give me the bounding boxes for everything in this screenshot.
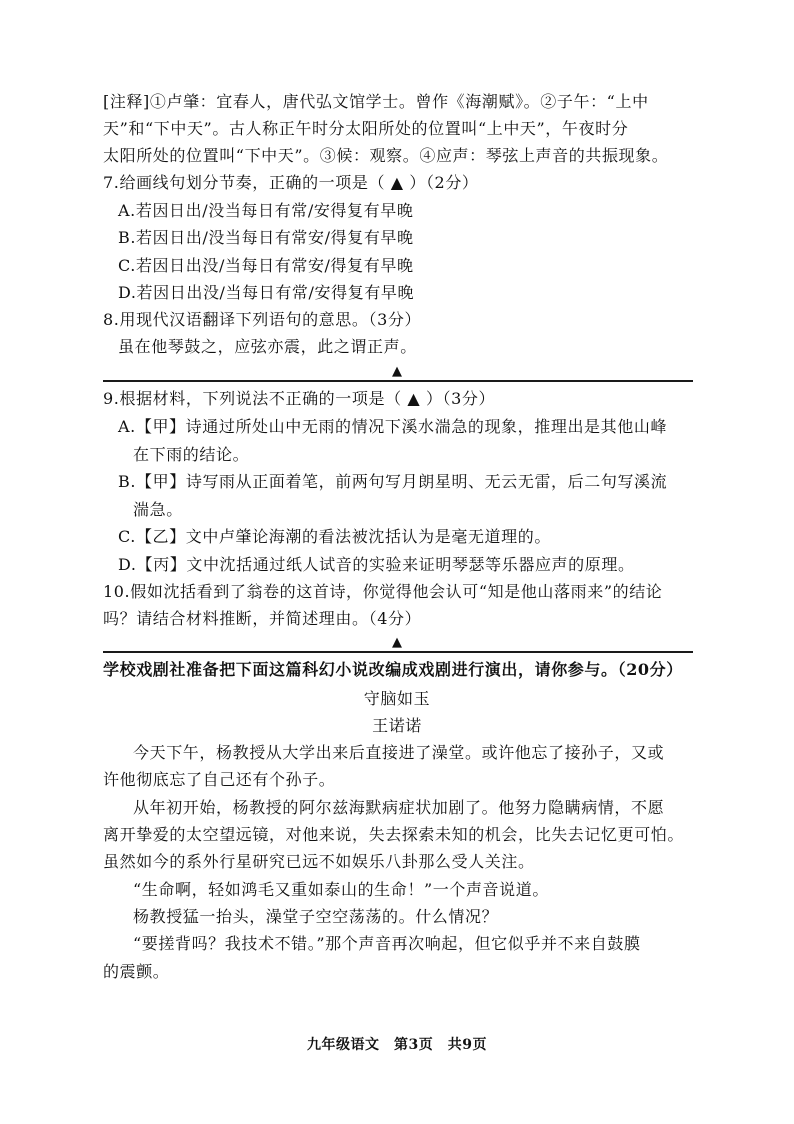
section-intro: 学校戏剧社准备把下面这篇科幻小说改编成戏剧进行演出，请你参与。（20分） <box>103 660 683 679</box>
story-paragraph-2-line-1: 从年初开始，杨教授的阿尔兹海默病症状加剧了。他努力隐瞒病情，不愿 <box>133 798 665 817</box>
answer-line-q8 <box>103 380 693 382</box>
answer-line-q10 <box>103 651 693 653</box>
question-10-line-1: 10.假如沈括看到了翁卷的这首诗，你觉得他会认可“知是他山落雨来”的结论 <box>103 582 663 601</box>
story-paragraph-4: 杨教授猛一抬头，澡堂子空空荡荡的。什么情况？ <box>133 907 499 926</box>
notes-line-2: 天”和“下中天”。古人称正午时分太阳所处的位置叫“上中天”，午夜时分 <box>103 119 629 138</box>
question-9-option-a-line-2: 在下雨的结论。 <box>133 445 250 464</box>
question-9-option-c: C.【乙】文中卢肇论海潮的看法被沈括认为是毫无道理的。 <box>118 527 551 546</box>
question-7-stem: 7.给画线句划分节奏，正确的一项是（ ▲ ）（2分） <box>103 173 479 192</box>
story-paragraph-5-line-1: “要搓背吗？我技术不错。”那个声音再次响起，但它似乎并不来自鼓膜 <box>133 934 641 953</box>
story-paragraph-3: “生命啊，轻如鸿毛又重如泰山的生命！”一个声音说道。 <box>133 880 549 899</box>
question-9-option-a-line-1: A.【甲】诗通过所处山中无雨的情况下溪水湍急的现象，推理出是其他山峰 <box>118 417 668 436</box>
page-footer: 九年级语文 第3页 共9页 <box>307 1037 487 1053</box>
question-7-option-d: D.若因日出没/当每日有常/安得复有早晚 <box>118 283 415 302</box>
question-8-sentence: 虽在他琴鼓之，应弦亦震，此之谓正声。 <box>118 337 417 356</box>
question-9-option-b-line-1: B.【甲】诗写雨从正面着笔，前两句写月朗星明、无云无雷，后二句写溪流 <box>118 472 668 491</box>
story-author: 王诺诺 <box>372 716 422 735</box>
story-paragraph-2-line-2: 离开挚爱的太空望远镜，对他来说，失去探索未知的机会，比失去记忆更可怕。 <box>103 825 685 844</box>
question-9-option-d: D.【丙】文中沈括通过纸人试音的实验来证明琴瑟等乐器应声的原理。 <box>118 555 635 574</box>
notes-line-3: 太阳所处的位置叫“下中天”。③候：观察。④应声：琴弦上声音的共振现象。 <box>103 146 669 165</box>
story-paragraph-5-line-2: 的震颤。 <box>103 962 170 981</box>
question-7-option-c: C.若因日出没/当每日有常安/得复有早晚 <box>118 256 414 275</box>
question-7-option-b: B.若因日出/没当每日有常安/得复有早晚 <box>118 228 414 247</box>
story-paragraph-2-line-3: 虽然如今的系外行星研究已远不如娱乐八卦那么受人关注。 <box>103 852 535 871</box>
question-10-answer-mark: ▲ <box>392 635 402 650</box>
story-title: 守脑如玉 <box>363 689 431 708</box>
question-7-option-a: A.若因日出/没当每日有常/安得复有早晚 <box>118 201 414 220</box>
question-8-answer-mark: ▲ <box>392 364 402 379</box>
notes-line-1: [注释]①卢肇：宜春人，唐代弘文馆学士。曾作《海潮赋》。②子午：“上中 <box>103 92 649 111</box>
question-8-stem: 8.用现代汉语翻译下列语句的意思。（3分） <box>103 310 422 329</box>
question-10-line-2: 吗？请结合材料推断，并简述理由。（4分） <box>103 609 422 628</box>
story-paragraph-1-line-1: 今天下午，杨教授从大学出来后直接进了澡堂。或许他忘了接孙子，又或 <box>133 743 665 762</box>
story-paragraph-1-line-2: 许他彻底忘了自己还有个孙子。 <box>103 770 336 789</box>
question-9-option-b-line-2: 湍急。 <box>133 500 183 519</box>
question-9-stem: 9.根据材料，下列说法不正确的一项是（ ▲ ）（3分） <box>103 389 496 408</box>
